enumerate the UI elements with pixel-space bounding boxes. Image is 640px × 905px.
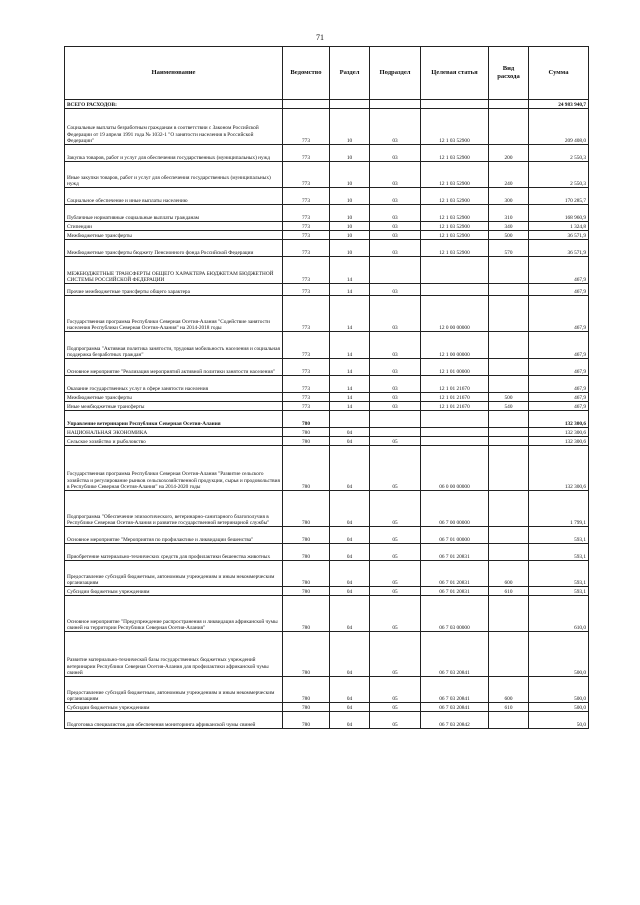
cell-section: 04 (330, 677, 370, 703)
cell-sum: 132 300,6 (529, 437, 589, 446)
cell-expense-type (489, 296, 529, 332)
page-number: 71 (316, 33, 324, 42)
cell-subsection: 05 (370, 527, 421, 544)
table-row (65, 332, 589, 359)
cell-section: 10 (330, 162, 370, 188)
table-row (65, 596, 589, 632)
cell-ministry: 773 (283, 205, 330, 222)
cell-target-article: 12 1 03 52900 (421, 205, 489, 222)
cell-name: Сельское хозяйство и рыболовство (65, 437, 283, 446)
cell-target-article: 12 1 03 52900 (421, 145, 489, 162)
cell-target-article (421, 437, 489, 446)
cell-sum: 593,1 (529, 527, 589, 544)
cell-name: Социальные выплаты безработным гражданам в соответствии с Законом Российской Федерации от 19 апреля 1991 года № 1032-1 "О занятости населения в Российской Федерации" (65, 109, 283, 145)
cell-name: Развитие материально-технической базы государственных бюджетных учреждений ветеринарии Республики Северная Осетия-Алания для профилактики африканской чумы свиней (65, 632, 283, 677)
table-row (65, 561, 589, 587)
cell-expense-type (489, 428, 529, 437)
cell-expense-type (489, 332, 529, 359)
cell-target-article: 06 7 01 20831 (421, 544, 489, 561)
cell-ministry: 773 (283, 402, 330, 411)
cell-ministry: 773 (283, 296, 330, 332)
cell-sum: 467,9 (529, 376, 589, 393)
cell-ministry: 780 (283, 677, 330, 703)
cell-ministry: 773 (283, 162, 330, 188)
table-row (65, 402, 589, 411)
cell-expense-type: 240 (489, 162, 529, 188)
table-row (65, 437, 589, 446)
cell-target-article: 12 1 01 21670 (421, 376, 489, 393)
cell-section: 14 (330, 284, 370, 296)
cell-expense-type (489, 446, 529, 491)
cell-ministry: 780 (283, 596, 330, 632)
cell-section: 14 (330, 257, 370, 284)
cell-section: 10 (330, 145, 370, 162)
cell-name: Подпрограмма "Активная политика занятости, трудовая мобильность населения и социальная поддержка безработных граждан" (65, 332, 283, 359)
cell-expense-type (489, 284, 529, 296)
cell-subsection: 05 (370, 677, 421, 703)
cell-sum: 132 300,6 (529, 428, 589, 437)
cell-ministry: 780 (283, 446, 330, 491)
cell-ministry: 780 (283, 712, 330, 729)
cell-subsection: 03 (370, 231, 421, 240)
cell-expense-type: 540 (489, 402, 529, 411)
cell-subsection: 03 (370, 240, 421, 257)
cell-expense-type: 200 (489, 145, 529, 162)
cell-target-article (421, 284, 489, 296)
cell-section: 14 (330, 376, 370, 393)
table-row (65, 544, 589, 561)
cell-subsection: 03 (370, 205, 421, 222)
cell-target-article: 12 1 03 52900 (421, 162, 489, 188)
cell-expense-type (489, 100, 529, 109)
cell-expense-type: 610 (489, 587, 529, 596)
cell-ministry: 773 (283, 109, 330, 145)
cell-target-article: 06 7 03 00000 (421, 596, 489, 632)
cell-target-article: 06 0 00 00000 (421, 446, 489, 491)
cell-sum: 593,1 (529, 544, 589, 561)
cell-section: 10 (330, 222, 370, 231)
cell-expense-type (489, 632, 529, 677)
cell-section: 04 (330, 428, 370, 437)
table-row (65, 712, 589, 729)
cell-expense-type (489, 109, 529, 145)
cell-name: Государственная программа Республики Северная Осетия-Алания "Развитие сельского хозяйства и регулирование рынков сельскохозяйственной продукции, сырья и продовольствия в Республике Северная Осетия-Алания" на 2014-2020 годы (65, 446, 283, 491)
cell-name: НАЦИОНАЛЬНАЯ ЭКОНОМИКА (65, 428, 283, 437)
cell-section: 14 (330, 393, 370, 402)
cell-expense-type (489, 257, 529, 284)
cell-sum: 24 983 940,7 (529, 100, 589, 109)
cell-subsection: 03 (370, 359, 421, 376)
cell-ministry: 773 (283, 145, 330, 162)
header-target-article: Целевая статья (421, 47, 489, 100)
cell-name: Предоставление субсидий бюджетным, автономным учреждениям и иным некоммерческим организациям (65, 677, 283, 703)
cell-subsection: 03 (370, 284, 421, 296)
cell-name: Управление ветеринарии Республики Северная Осетия-Алания (65, 411, 283, 428)
cell-ministry: 773 (283, 393, 330, 402)
cell-target-article (421, 411, 489, 428)
cell-target-article (421, 100, 489, 109)
cell-sum: 500,0 (529, 677, 589, 703)
cell-section: 04 (330, 712, 370, 729)
cell-ministry: 773 (283, 376, 330, 393)
cell-section: 04 (330, 632, 370, 677)
cell-name: Оказание государственных услуг в сфере занятости населения (65, 376, 283, 393)
cell-subsection: 03 (370, 162, 421, 188)
cell-target-article: 12 1 03 52900 (421, 231, 489, 240)
cell-ministry (283, 100, 330, 109)
cell-expense-type (489, 712, 529, 729)
cell-expense-type: 310 (489, 205, 529, 222)
cell-ministry: 773 (283, 188, 330, 205)
cell-subsection: 03 (370, 393, 421, 402)
cell-ministry: 773 (283, 240, 330, 257)
cell-section: 10 (330, 240, 370, 257)
cell-sum: 1 799,1 (529, 491, 589, 527)
cell-subsection: 05 (370, 712, 421, 729)
cell-section: 14 (330, 359, 370, 376)
cell-sum: 132 300,6 (529, 446, 589, 491)
table-row (65, 257, 589, 284)
cell-name: Субсидии бюджетным учреждениям (65, 703, 283, 712)
cell-ministry: 780 (283, 632, 330, 677)
cell-section (330, 411, 370, 428)
cell-subsection: 03 (370, 222, 421, 231)
cell-expense-type (489, 359, 529, 376)
cell-name: Государственная программа Республики Северная Осетия-Алания "Содействие занятости населения Республики Северная Осетия-Алания" на 2014-2018 годы (65, 296, 283, 332)
cell-subsection: 05 (370, 491, 421, 527)
cell-target-article: 12 1 01 21670 (421, 402, 489, 411)
cell-ministry: 773 (283, 257, 330, 284)
table-row (65, 587, 589, 596)
cell-ministry: 780 (283, 411, 330, 428)
cell-section: 10 (330, 205, 370, 222)
cell-target-article: 12 1 01 00000 (421, 359, 489, 376)
cell-section: 10 (330, 188, 370, 205)
cell-subsection: 03 (370, 296, 421, 332)
cell-ministry: 773 (283, 231, 330, 240)
cell-sum: 467,9 (529, 284, 589, 296)
table-row (65, 677, 589, 703)
table-row (65, 491, 589, 527)
cell-name: Межбюджетные трансферты бюджету Пенсионного фонда Российской Федерации (65, 240, 283, 257)
cell-subsection: 05 (370, 561, 421, 587)
cell-target-article (421, 257, 489, 284)
cell-section: 04 (330, 544, 370, 561)
cell-target-article: 12 1 03 52900 (421, 222, 489, 231)
cell-expense-type: 610 (489, 703, 529, 712)
cell-target-article: 12 1 00 00000 (421, 332, 489, 359)
cell-sum: 500,0 (529, 703, 589, 712)
cell-section (330, 100, 370, 109)
cell-sum: 50,0 (529, 712, 589, 729)
cell-ministry: 780 (283, 437, 330, 446)
cell-sum: 467,9 (529, 296, 589, 332)
table-row (65, 359, 589, 376)
cell-subsection (370, 428, 421, 437)
table-row (65, 428, 589, 437)
cell-expense-type: 600 (489, 677, 529, 703)
table-row (65, 231, 589, 240)
cell-sum: 36 571,9 (529, 240, 589, 257)
cell-ministry: 780 (283, 703, 330, 712)
cell-target-article: 06 7 03 20842 (421, 712, 489, 729)
table-row (65, 632, 589, 677)
cell-name: Основное мероприятие "Реализация мероприятий активной политики занятости населения" (65, 359, 283, 376)
cell-section: 04 (330, 596, 370, 632)
cell-name: Закупка товаров, работ и услуг для обеспечения государственных (муниципальных) нужд (65, 145, 283, 162)
cell-target-article: 06 7 03 20841 (421, 703, 489, 712)
cell-ministry: 780 (283, 428, 330, 437)
cell-sum: 168 960,9 (529, 205, 589, 222)
cell-target-article: 06 7 03 20841 (421, 632, 489, 677)
cell-sum: 610,0 (529, 596, 589, 632)
cell-expense-type: 570 (489, 240, 529, 257)
cell-subsection (370, 257, 421, 284)
cell-subsection (370, 100, 421, 109)
cell-expense-type: 600 (489, 561, 529, 587)
cell-sum: 593,1 (529, 561, 589, 587)
table-row (65, 100, 589, 109)
cell-sum: 36 571,9 (529, 231, 589, 240)
cell-subsection: 05 (370, 632, 421, 677)
cell-target-article: 12 0 00 00000 (421, 296, 489, 332)
cell-section: 14 (330, 332, 370, 359)
cell-sum: 467,9 (529, 359, 589, 376)
cell-subsection: 03 (370, 402, 421, 411)
cell-section: 04 (330, 437, 370, 446)
cell-ministry: 780 (283, 544, 330, 561)
cell-ministry: 773 (283, 222, 330, 231)
table-row (65, 393, 589, 402)
cell-sum: 170 285,7 (529, 188, 589, 205)
cell-ministry: 773 (283, 332, 330, 359)
cell-sum: 132 300,6 (529, 411, 589, 428)
cell-name: Социальное обеспечение и иные выплаты населению (65, 188, 283, 205)
cell-ministry: 780 (283, 561, 330, 587)
cell-name: Подготовка специалистов для обеспечения мониторинга африканской чумы свиней (65, 712, 283, 729)
cell-subsection: 05 (370, 446, 421, 491)
cell-expense-type (489, 411, 529, 428)
cell-name: Субсидии бюджетным учреждениям (65, 587, 283, 596)
cell-target-article: 12 1 03 52900 (421, 188, 489, 205)
cell-sum: 467,9 (529, 393, 589, 402)
cell-subsection (370, 411, 421, 428)
table-row (65, 703, 589, 712)
table-row (65, 162, 589, 188)
cell-name: Предоставление субсидий бюджетным, автономным учреждениям и иным некоммерческим организациям (65, 561, 283, 587)
cell-sum: 467,9 (529, 257, 589, 284)
table-row (65, 376, 589, 393)
table-row (65, 446, 589, 491)
cell-target-article: 06 7 03 20841 (421, 677, 489, 703)
cell-name: Основное мероприятие "Предупреждение распространения и ликвидация африканской чумы свиней на территории Республики Северная Осетия-Алания" (65, 596, 283, 632)
cell-expense-type: 300 (489, 188, 529, 205)
cell-ministry: 780 (283, 527, 330, 544)
cell-sum: 2 550,3 (529, 162, 589, 188)
cell-sum: 209 408,0 (529, 109, 589, 145)
cell-ministry: 773 (283, 284, 330, 296)
cell-expense-type (489, 527, 529, 544)
cell-subsection: 05 (370, 703, 421, 712)
cell-expense-type (489, 437, 529, 446)
cell-target-article: 12 1 03 52900 (421, 240, 489, 257)
cell-section: 14 (330, 296, 370, 332)
cell-subsection: 03 (370, 188, 421, 205)
header-name: Наименование (65, 47, 283, 100)
cell-name: Межбюджетные трансферты (65, 393, 283, 402)
header-sum: Сумма (529, 47, 589, 100)
table-row (65, 109, 589, 145)
cell-sum: 500,0 (529, 632, 589, 677)
header-subsection: Подраздел (370, 47, 421, 100)
cell-section: 14 (330, 402, 370, 411)
table-row (65, 296, 589, 332)
table-row (65, 411, 589, 428)
cell-name: Основное мероприятие "Мероприятия по профилактике и ликвидации бешенства" (65, 527, 283, 544)
cell-expense-type (489, 544, 529, 561)
cell-name: Подпрограмма "Обеспечение эпизоотического, ветеринарно-санитарного благополучия в Республике Северная Осетия-Алания и развитие государственной ветеринарной службы" (65, 491, 283, 527)
header-section: Раздел (330, 47, 370, 100)
cell-name: Прочие межбюджетные трансферты общего характера (65, 284, 283, 296)
table-row (65, 240, 589, 257)
cell-subsection: 05 (370, 544, 421, 561)
table-row (65, 527, 589, 544)
cell-ministry: 773 (283, 359, 330, 376)
cell-target-article: 12 1 01 21670 (421, 393, 489, 402)
header-expense-type: Вид расхода (489, 47, 529, 100)
cell-sum: 1 324,8 (529, 222, 589, 231)
cell-section: 04 (330, 527, 370, 544)
table-row (65, 145, 589, 162)
cell-ministry: 780 (283, 587, 330, 596)
cell-expense-type: 500 (489, 393, 529, 402)
cell-sum: 467,9 (529, 332, 589, 359)
cell-name: Публичные нормативные социальные выплаты гражданам (65, 205, 283, 222)
cell-subsection: 03 (370, 145, 421, 162)
table-row (65, 188, 589, 205)
cell-section: 04 (330, 703, 370, 712)
budget-table (64, 46, 589, 729)
cell-name: Стипендии (65, 222, 283, 231)
cell-subsection: 05 (370, 437, 421, 446)
cell-target-article: 06 7 01 20831 (421, 561, 489, 587)
cell-section: 04 (330, 587, 370, 596)
cell-name: ВСЕГО РАСХОДОВ: (65, 100, 283, 109)
table-body (65, 100, 589, 729)
table-header-row (65, 47, 589, 100)
cell-name: Межбюджетные трансферты (65, 231, 283, 240)
cell-expense-type (489, 376, 529, 393)
cell-expense-type (489, 596, 529, 632)
cell-subsection: 03 (370, 332, 421, 359)
cell-target-article (421, 428, 489, 437)
table-row (65, 205, 589, 222)
cell-name: Иные закупки товаров, работ и услуг для обеспечения государственных (муниципальных) нужд (65, 162, 283, 188)
cell-name: МЕЖБЮДЖЕТНЫЕ ТРАНСФЕРТЫ ОБЩЕГО ХАРАКТЕРА БЮДЖЕТАМ БЮДЖЕТНОЙ СИСТЕМЫ РОССИЙСКОЙ ФЕДЕРАЦИИ (65, 257, 283, 284)
cell-section: 04 (330, 561, 370, 587)
cell-expense-type (489, 491, 529, 527)
cell-section: 10 (330, 231, 370, 240)
cell-sum: 2 550,3 (529, 145, 589, 162)
cell-ministry: 780 (283, 491, 330, 527)
cell-section: 04 (330, 446, 370, 491)
cell-target-article: 06 7 01 20831 (421, 587, 489, 596)
cell-name: Иные межбюджетные трансферты (65, 402, 283, 411)
cell-expense-type: 500 (489, 231, 529, 240)
cell-subsection: 05 (370, 587, 421, 596)
table-row (65, 222, 589, 231)
cell-sum: 467,9 (529, 402, 589, 411)
cell-subsection: 03 (370, 376, 421, 393)
cell-name: Приобретение материально-технических средств для профилактики бешенства животных (65, 544, 283, 561)
header-ministry: Ведомство (283, 47, 330, 100)
cell-target-article: 12 1 03 52900 (421, 109, 489, 145)
cell-section: 10 (330, 109, 370, 145)
cell-subsection: 03 (370, 109, 421, 145)
cell-expense-type: 340 (489, 222, 529, 231)
cell-section: 04 (330, 491, 370, 527)
table-row (65, 284, 589, 296)
cell-target-article: 06 7 00 00000 (421, 491, 489, 527)
cell-subsection: 05 (370, 596, 421, 632)
cell-target-article: 06 7 01 00000 (421, 527, 489, 544)
cell-sum: 593,1 (529, 587, 589, 596)
